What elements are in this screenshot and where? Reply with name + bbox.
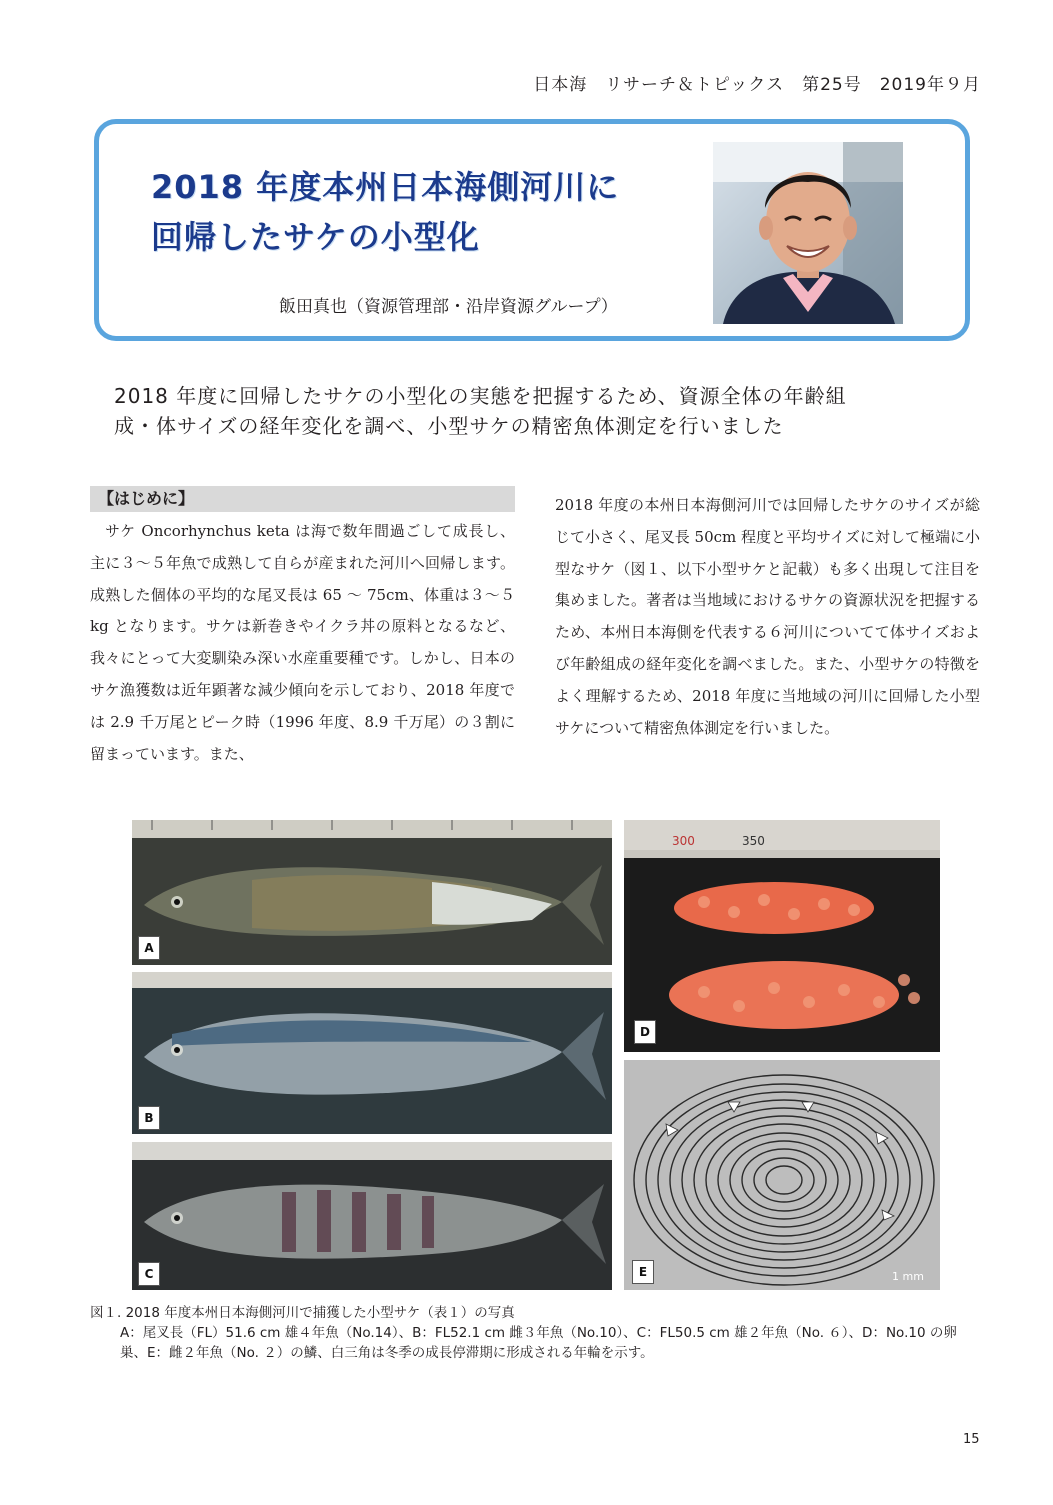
ruler-mark-300: 300 [672, 834, 695, 848]
title-line-1: 2018 年度本州日本海側河川に [151, 168, 620, 206]
title-box [94, 119, 970, 341]
caption-detail: A：尾叉長（FL）51.6 cm 雄４年魚（No.14）、B：FL52.1 cm 雌３年魚（No.10）、C：FL50.5 cm 雄２年魚（No. ６）、D：No.10 の卵巣、E：雌２年魚（No. ２）の鱗、白三角は冬季の成長停滞期に形成される年輪を示す。 [120, 1325, 957, 1361]
body-paragraph-right: 2018 年度の本州日本海側河川では回帰したサケのサイズが総じて小さく、尾叉長 50cm 程度と平均サイズに対して極端に小型なサケ（図１、以下小型サケと記載）も多く出現して注目を集めました。著者は当地域におけるサケの資源状況を把握するため、本州日本海側を代表する６河川についてて体サイズおよび年齢組成の経年変化を調べました。また、小型サケの特徴をよく理解するため、2018 年度に当地域の河川に回帰した小型サケについて精密魚体測定を行いました。 [555, 496, 980, 737]
body-paragraph-left: サケ Oncorhynchus keta は海で数年間過ごして成長し、主に３～５年魚で成熟して自らが産まれた河川へ回帰します。成熟した個体の平均的な尾叉長は 65 ～ 75cm、体重は３～５kg となります。サケは新巻きやイクラ丼の原料となるなど、我々にとって大変馴染み深い水産重要種です。しかし、日本のサケ漁獲数は近年顕著な減少傾向を示しており、2018 年度では 2.9 千万尾とピーク時（1996 年度、8.9 千万尾）の３割に留まっています。また、 [90, 522, 515, 763]
section-heading: 【はじめに】 [90, 486, 515, 512]
photo-fish-c [132, 1142, 612, 1290]
body-column-left [90, 486, 515, 770]
author-byline: 飯田真也（資源管理部・沿岸資源グループ） [279, 297, 618, 317]
photo-label-a: A [138, 936, 160, 960]
lead-line-1: 2018 年度に回帰したサケの小型化の実態を把握するため、資源全体の年齢組 [114, 384, 847, 408]
ruler-mark-350: 350 [742, 834, 765, 848]
caption-title: 図１. 2018 年度本州日本海側河川で捕獲した小型サケ（表１）の写真 [90, 1305, 515, 1321]
running-header: 日本海 リサーチ＆トピックス 第25号 2019年９月 [533, 75, 981, 95]
photo-ovary-d [624, 820, 940, 1052]
title-line-2: 回帰したサケの小型化 [151, 218, 480, 256]
scale-bar-label: 1 mm [892, 1270, 924, 1283]
photo-fish-a [132, 820, 612, 965]
photo-label-e: E [632, 1260, 654, 1284]
photo-label-d: D [634, 1020, 656, 1044]
lead-summary [114, 381, 944, 441]
body-column-right [555, 490, 980, 744]
lead-line-2: 成・体サイズの経年変化を調べ、小型サケの精密魚体測定を行いました [114, 414, 784, 438]
author-portrait [713, 142, 903, 324]
photo-scale-e [624, 1060, 940, 1290]
page-number: 15 [963, 1432, 980, 1447]
photo-label-b: B [138, 1106, 160, 1130]
figure-caption [90, 1303, 990, 1363]
article-title [151, 162, 619, 262]
photo-label-c: C [138, 1262, 160, 1286]
photo-fish-b [132, 972, 612, 1134]
